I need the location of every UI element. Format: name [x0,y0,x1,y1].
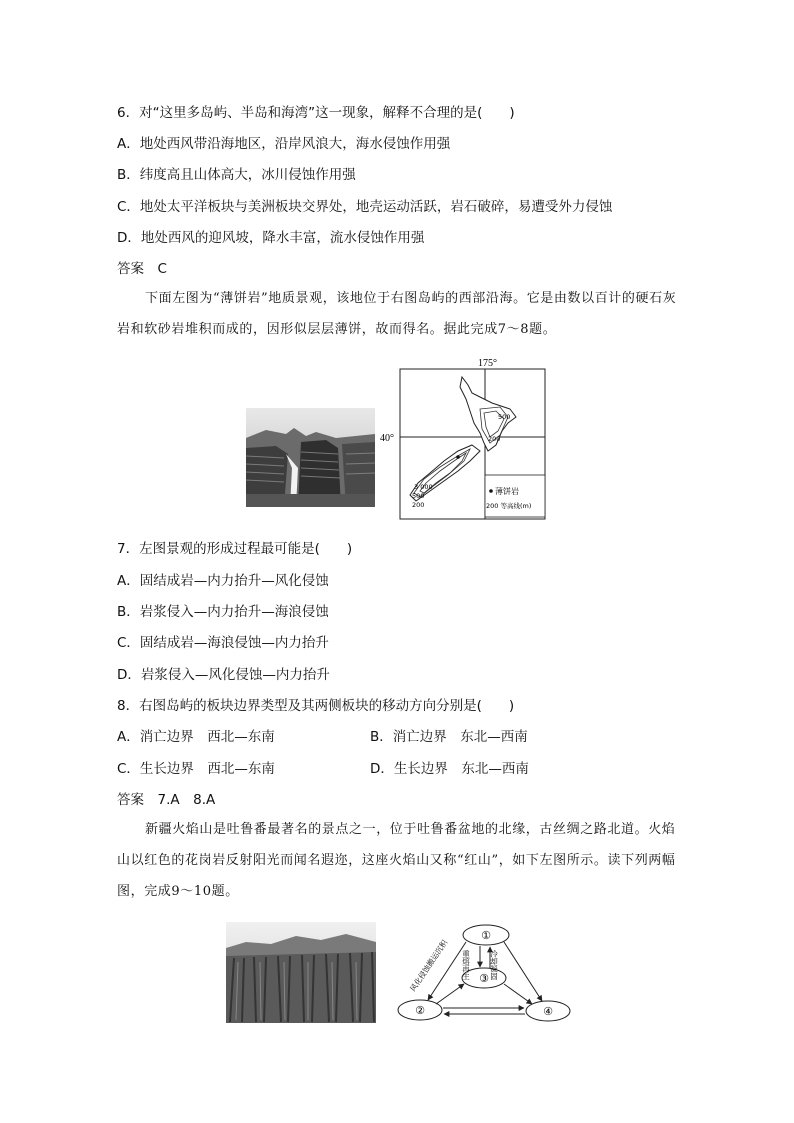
intro-2-text: 新疆火焰山是吐鲁番最著名的景点之一，位于吐鲁番盆地的北缘，古丝绸之路北道。火焰山以红色的花岗岩反射阳光而闻名遐迩，这座火焰山又称“红山”，如下左图所示。读下列两幅图，完成9～10题。 [117,822,676,899]
arrow-1-to-4 [504,942,542,1001]
intro-paragraph-1 [117,283,683,345]
q8-option-c: C．生长边界 西北—东南 [117,761,275,777]
q6-stem: 6．对“这里多岛屿、半岛和海湾”这一现象，解释不合理的是( ) [117,105,515,121]
intro-1-text: 下面左图为“薄饼岩”地质景观，该地位于右图岛屿的西部沿海。它是由数以百计的硬石灰岩和软砂岩堆积而成的，因形似层层薄饼，故而得名。据此完成7～8题。 [117,291,677,337]
node-1-label: ① [481,929,491,942]
latitude-label: 40° [380,433,394,444]
label-remelting: 重熔再生 [461,950,471,980]
contour-label-south-500: 500 [412,492,425,500]
q6-option-a: A．地处西风带沿海地区，沿岸风浪大，海水侵蚀作用强 [117,136,451,152]
q6-option-c: C．地处太平洋板块与美洲板块交界处，地壳运动活跃，岩石破碎，易遭受外力侵蚀 [117,199,613,215]
q7-option-c: C．固结成岩—海浪侵蚀—内力抬升 [117,635,329,651]
longitude-label: 175° [478,358,497,369]
q6-option-d: D．地处西风的迎风坡，降水丰富，流水侵蚀作用强 [117,230,425,246]
label-weathering-erosion: 风化侵蚀搬运沉积 [408,938,450,994]
q8-stem: 8．右图岛屿的板块边界类型及其两侧板块的移动方向分别是( ) [117,698,515,714]
pancake-rock-photo [246,408,375,507]
map-legend [485,475,545,517]
q6-option-b: B．纬度高且山体高大，冰川侵蚀作用强 [117,167,356,183]
q7-option-d: D．岩浆侵入—风化侵蚀—内力抬升 [117,667,330,683]
contour-label-south-200: 200 [412,501,425,509]
q6-answer: 答案 C [117,261,167,277]
q8-option-b: B．消亡边界 东北—西南 [370,729,528,745]
label-cooling: 冷却凝固 [489,950,499,980]
arrow-3-to-4 [504,984,532,1004]
contour-label-north-200: 200 [488,435,501,443]
q8-option-d: D．生长边界 东北—西南 [370,761,529,777]
q7-stem: 7．左图景观的形成过程最可能是( ) [117,541,353,557]
contour-label-south-3000: 3 000 [414,483,433,491]
island-map [380,357,550,521]
arrow-2-to-3 [436,984,464,1004]
q7-option-b: B．岩浆侵入—内力抬升—海浪侵蚀 [117,604,329,620]
legend-dot-icon [489,489,493,493]
q7-option-a: A．固结成岩—内力抬升—风化侵蚀 [117,573,329,589]
pancake-rock-marker [456,455,460,459]
intro-paragraph-2 [117,814,683,907]
node-2-label: ② [415,1004,425,1017]
flaming-mountain-photo [226,922,376,1023]
q8-answer: 答案 7.A 8.A [117,792,216,808]
rock-cycle-diagram [396,922,572,1026]
contour-label-north-500: 500 [498,413,511,421]
legend-pancake-label: 薄饼岩 [495,487,519,496]
q8-option-a: A．消亡边界 西北—东南 [117,729,275,745]
node-3-label: ③ [479,972,489,985]
node-4-label: ④ [543,1005,553,1018]
legend-contour-label: 200 等高线(m) [486,502,532,510]
